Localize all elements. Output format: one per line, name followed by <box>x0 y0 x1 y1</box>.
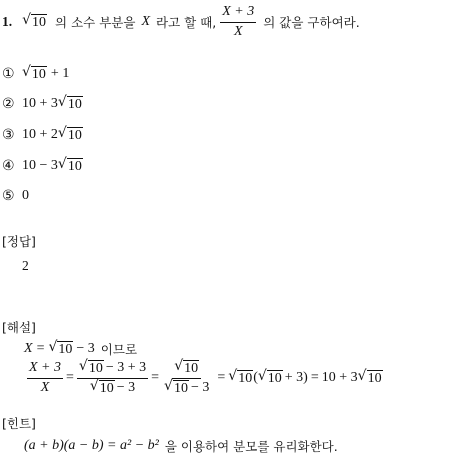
explanation-line-1: X = √ 10 − 3 이므로 <box>24 338 138 357</box>
hint-label: [힌트] <box>2 416 36 431</box>
question-number: 1. <box>2 14 13 30</box>
sqrt-expression: √ 10 <box>357 367 382 386</box>
question-text-3: 의 값을 구하여라. <box>263 15 360 31</box>
sqrt-expression: √ 10 <box>48 338 73 357</box>
hint-formula: (a + b)(a − b) = a² − b² <box>24 438 159 453</box>
choice-marker: ② <box>2 96 15 113</box>
choice-3[interactable] <box>2 127 83 144</box>
choice-marker: ⑤ <box>2 188 15 204</box>
question <box>2 4 360 41</box>
choice-5[interactable] <box>2 188 29 204</box>
sqrt-expression: √ 10 <box>257 367 282 386</box>
choice-head: 10 + 3 <box>22 96 58 112</box>
choice-1[interactable] <box>2 66 69 83</box>
sqrt-expression: √ 10 <box>22 64 46 82</box>
question-fraction: $\frac{X + 3}{X}$ <box>222 4 255 39</box>
choice-head: 10 − 3 <box>22 158 58 174</box>
variable-x: X <box>141 14 151 30</box>
choice-marker: ④ <box>2 158 15 175</box>
fraction-2: √ 10 − 3 + 3 √ 10 − 3 <box>78 358 147 396</box>
choice-marker: ③ <box>2 127 15 144</box>
sqrt-expression: √ 10 <box>57 94 82 112</box>
sqrt-expression: √ 10 <box>57 125 82 143</box>
explanation-line-2: $\frac{X + 3}{X}$ = √ 10 − 3 + 3 √ 10 − 3 = √ 10 √ 10 − 3 = √ 10 ( √ 10 + 3) = 10 + 3 √ 10 <box>29 358 382 396</box>
sqrt-expression: √ 10 <box>57 156 82 174</box>
choice-marker: ① <box>2 66 15 83</box>
hint-text: 을 이용하여 분모를 유리화한다. <box>164 439 338 454</box>
fraction-1: $\frac{X + 3}{X}$ <box>29 360 61 395</box>
sqrt-expression: √ 10 <box>228 367 253 386</box>
choice-4[interactable] <box>2 158 83 175</box>
fraction-3: √ 10 √ 10 − 3 <box>164 358 210 396</box>
choice-2[interactable] <box>2 96 83 113</box>
question-text-2: 라고 할 때, <box>156 15 217 31</box>
question-text-1: 의 소수 부분을 <box>55 15 136 31</box>
hint-line <box>24 437 338 455</box>
choice-head: 10 + 2 <box>22 127 58 143</box>
answer-label: [정답] <box>2 234 36 249</box>
explanation-label: [해설] <box>2 320 36 335</box>
choice-tail: + 1 <box>50 66 70 82</box>
answer-value: 2 <box>22 258 29 273</box>
sqrt-expression: √ 10 <box>22 11 47 30</box>
choice-head: 0 <box>22 188 29 203</box>
